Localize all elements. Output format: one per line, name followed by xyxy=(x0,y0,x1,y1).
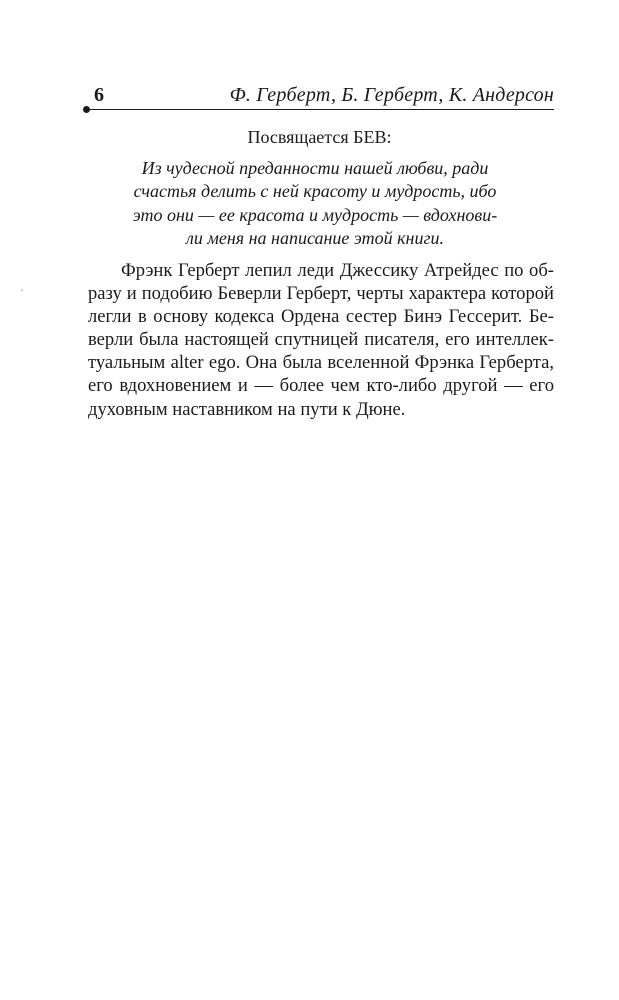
dedication-text xyxy=(124,157,506,250)
paragraph-line: разу и подобию Беверли Герберт, черты характера которой xyxy=(88,283,554,305)
margin-speck xyxy=(21,289,23,291)
dedication-line: Из чудесной преданности нашей любви, ради xyxy=(141,158,489,178)
page-number: 6 xyxy=(94,84,104,106)
paragraph-line: Фрэнк Герберт лепил леди Джессику Атрейдес по об- xyxy=(121,260,554,281)
running-title-authors: Ф. Герберт, Б. Герберт, К. Андерсон xyxy=(229,84,554,106)
paragraph-line: его вдохновением и — более чем кто-либо другой — его xyxy=(88,375,554,397)
body-paragraph xyxy=(88,259,554,421)
dedication-title xyxy=(0,125,619,149)
header-rule xyxy=(86,109,554,110)
paragraph-line: легли в основу кодекса Ордена сестер Бинэ Гессерит. Бе- xyxy=(88,306,554,328)
dedication-line: счастья делить с ней красоту и мудрость, ибо xyxy=(133,181,497,202)
running-head xyxy=(88,82,554,110)
paragraph-line: духовным наставником на пути к Дюне. xyxy=(88,398,406,420)
paragraph-line: туальным alter ego. Она была вселенной Фрэнка Герберта, xyxy=(88,352,554,374)
header-rule-dot xyxy=(83,106,90,113)
dedication-line: ли меня на написание этой книги. xyxy=(186,227,444,248)
dedication-line: это они — ее красота и мудрость — вдохнови- xyxy=(132,204,498,225)
paragraph-line: верли была настоящей спутницей писателя, его интеллек- xyxy=(88,329,554,351)
dedication-title-text: Посвящается БЕВ: xyxy=(247,127,392,147)
